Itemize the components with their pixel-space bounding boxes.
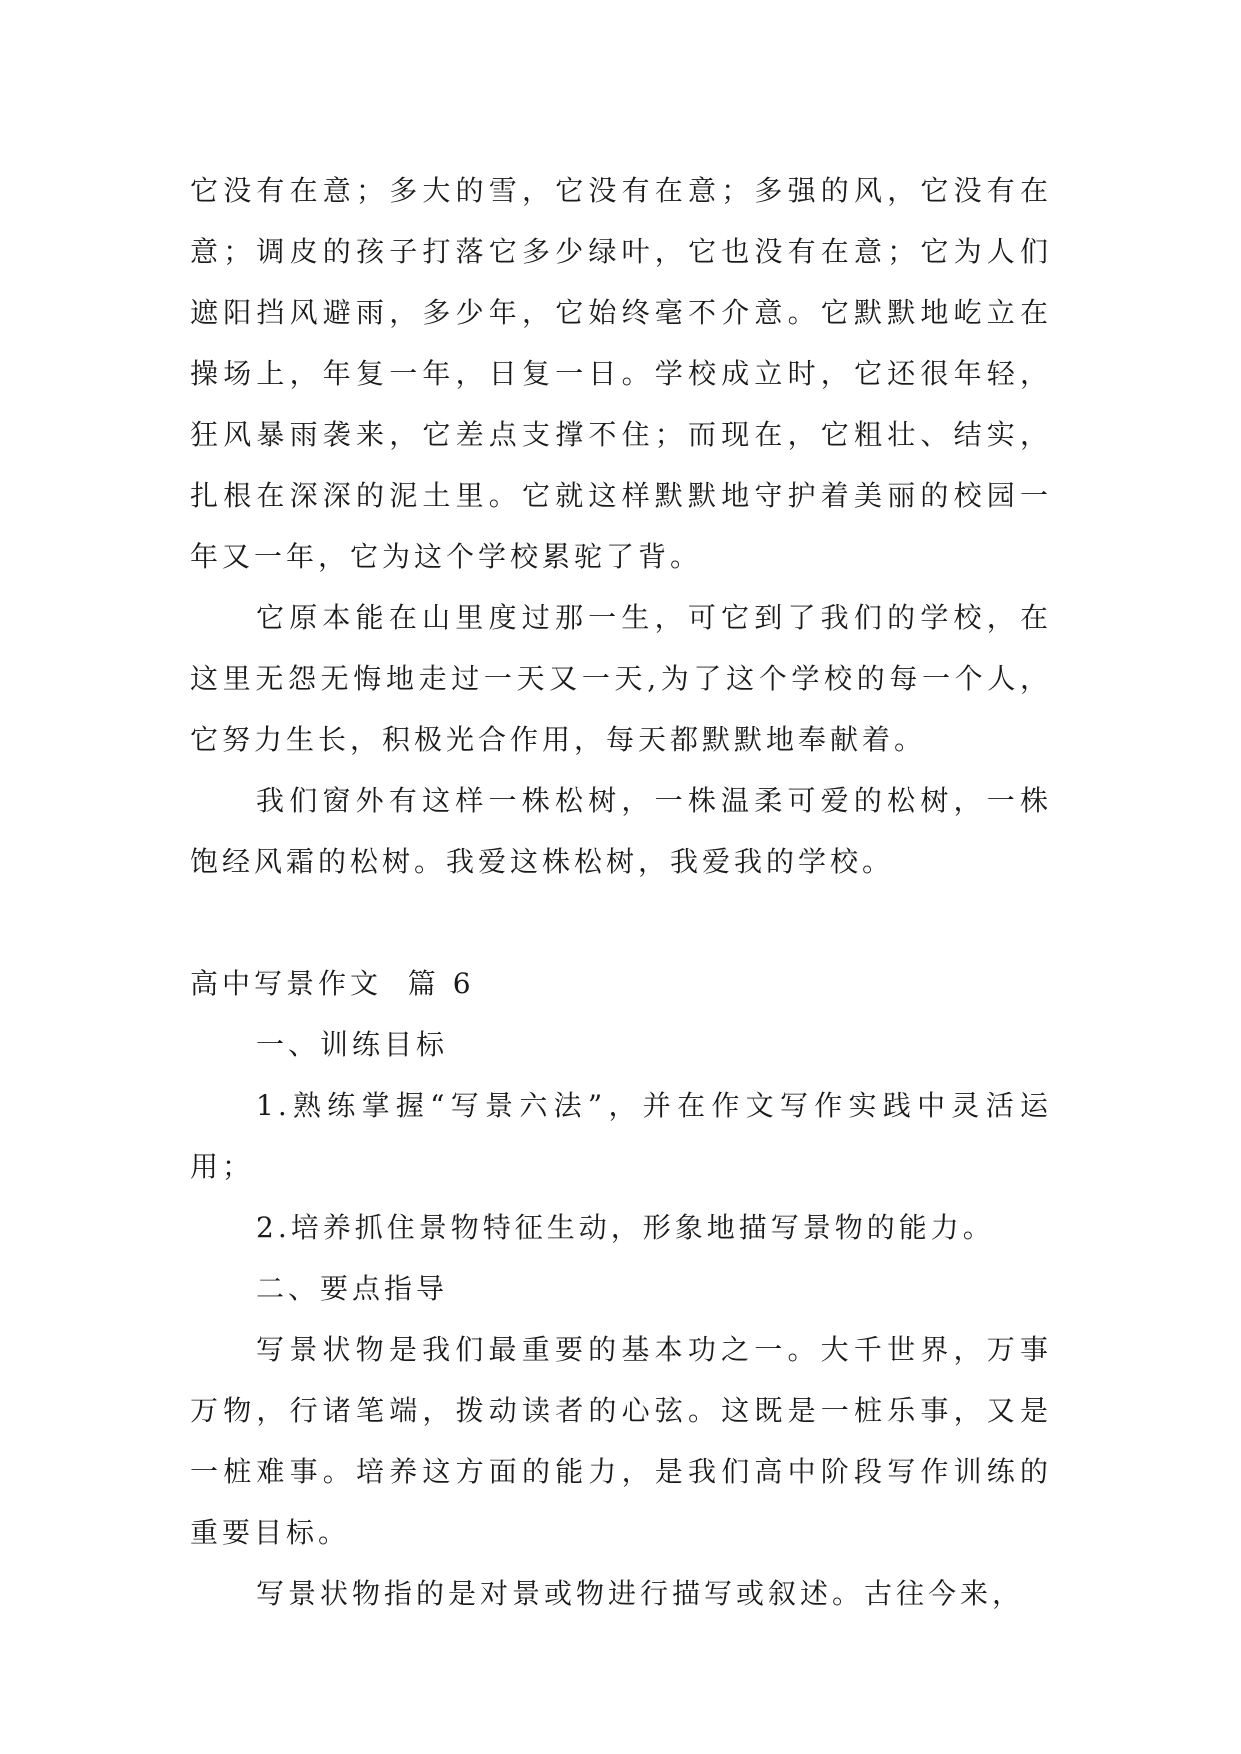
paragraph-closing: 我们窗外有这样一株松树，一株温柔可爱的松树，一株饱经风霜的松树。我爱这株松树，我爱我的学校。 bbox=[190, 784, 1052, 878]
subheading-training-goals: 一、训练目标 bbox=[256, 1028, 449, 1061]
section-heading: 高中写景作文 篇 6 bbox=[190, 967, 475, 1000]
paragraph-tree-origin: 它原本能在山里度过那一生，可它到了我们的学校，在这里无怨无悔地走过一天又一天,为了这个学校的每一个人，它努力生长，积极光合作用，每天都默默地奉献着。 bbox=[190, 601, 1052, 756]
subheading-key-guidance: 二、要点指导 bbox=[256, 1272, 449, 1305]
list-item-goal-1: 1.熟练掌握“写景六法”，并在作文写作实践中灵活运用； bbox=[190, 1089, 1052, 1183]
paragraph-definition: 写景状物指的是对景或物进行描写或叙述。古往今来， bbox=[256, 1577, 1025, 1610]
list-item-goal-2: 2.培养抓住景物特征生动，形象地描写景物的能力。 bbox=[256, 1211, 995, 1244]
article-body bbox=[190, 160, 1052, 1624]
section-gap bbox=[190, 892, 1052, 953]
paragraph-guidance: 写景状物是我们最重要的基本功之一。大千世界，万事万物，行诸笔端，拨动读者的心弦。这既是一桩乐事，又是一桩难事。培养这方面的能力，是我们高中阶段写作训练的重要目标。 bbox=[190, 1333, 1052, 1549]
paragraph-continued: 它没有在意；多大的雪，它没有在意；多强的风，它没有在意；调皮的孩子打落它多少绿叶，它也没有在意；它为人们遮阳挡风避雨，多少年，它始终毫不介意。它默默地屹立在操场上，年复一年，日复一日。学校成立时，它还很年轻，狂风暴雨袭来，它差点支撑不住；而现在，它粗壮、结实，扎根在深深的泥土里。它就这样默默地守护着美丽的校园一年又一年，它为这个学校累驼了背。 bbox=[190, 174, 1052, 573]
